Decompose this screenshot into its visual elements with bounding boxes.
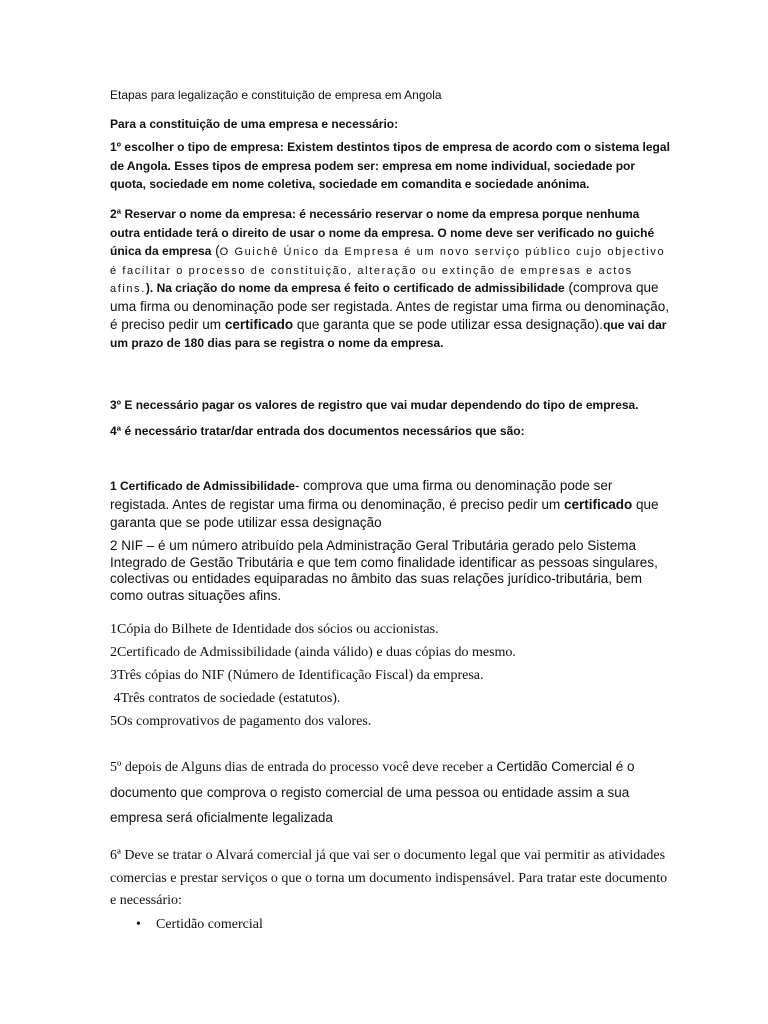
list-item: • Certidão comercial [110, 913, 670, 936]
intro-paragraph: Para a constituição de uma empresa e necessário: [110, 117, 399, 131]
step-5-paragraph: 5º depois de Alguns dias de entrada do processo você deve receber a Certidão Comercial é o documento que comprova o registo comercial de uma pessoa ou entidade assim a sua empresa será oficialmente legalizada [110, 759, 635, 825]
list-item: 3Três cópias do NIF (Número de Identificação Fiscal) da empresa. [110, 668, 484, 683]
document-title: Etapas para legalização e constituição de empresa em Angola [110, 88, 442, 102]
step-6-bullet-list [110, 913, 670, 936]
list-item: 4Três contratos de sociedade (estatutos). [110, 691, 341, 706]
step-4-heading: 4ª é necessário tratar/dar entrada dos documentos necessários que são: [110, 424, 525, 438]
doc-1-paragraph: 1 Certificado de Admissibilidade- comprova que uma firma ou denominação pode ser registada. Antes de registar uma firma ou denominação, é preciso pedir um certificado que garanta que se pode utilizar essa designação [110, 478, 659, 530]
step-3-paragraph: 3º E necessário pagar os valores de registro que vai mudar dependendo do tipo de empresa. [110, 398, 639, 412]
list-item: 5Os comprovativos de pagamento dos valores. [110, 714, 372, 729]
certificado-term: certificado [224, 316, 294, 332]
step-1-paragraph: 1º escolher o tipo de empresa: Existem destintos tipos de empresa de acordo com o sistema legal de Angola. Esses tipos de empresa podem ser: empresa em nome individual, sociedade por quota, sociedade em nome coletiva, sociedade em comandita e sociedade anónima. [110, 140, 670, 191]
list-item: 1Cópia do Bilhete de Identidade dos sócios ou accionistas. [110, 622, 439, 637]
step-2-text: 2ª Reservar o nome da empresa: é necessário reservar o nome da empresa porque nenhuma outra entidade terá o direito de usar o nome da empresa. O nome deve ser verificado no guiché única da empresa [110, 207, 655, 258]
step-6-paragraph: 6ª Deve se tratar o Alvará comercial já que vai ser o documento legal que vai permitir as atividades comercias e prestar serviços o que o torna um documento indispensável. Para tratar este documento e necessário: [110, 848, 668, 908]
guiche-definition: O Guichê Único da Empresa é um novo serviço público cujo objectivo é facilitar o processo de constituição, alteração ou extinção de empresas e actos afins. [110, 246, 666, 295]
doc-2-paragraph: 2 NIF – é um número atribuído pela Administração Geral Tributária gerado pelo Sistema Integrado de Gestão Tributária e que tem como finalidade identificar as pessoas singulares, colectivas ou entidades equiparadas no âmbito das suas relações jurídico-tributária, bem como outras situações afins. [110, 538, 658, 603]
list-item: 2Certificado de Admissibilidade (ainda válido) e duas cópias do mesmo. [110, 645, 516, 660]
step-2-paragraph: 2ª Reservar o nome da empresa: é necessário reservar o nome da empresa porque nenhuma outra entidade terá o direito de usar o nome da empresa. O nome deve ser verificado no guiché única da empresa (O Guichê Único da Empresa é um novo serviço público cujo objectivo é facilitar o processo de constituição, alteração ou extinção de empresas e actos afins.). Na criação do nome da empresa é feito o certificado de admissibilidade (comprova que uma firma ou denominação pode ser registada. Antes de registar uma firma ou denominação, é preciso pedir um certificado que garanta que se pode utilizar essa designação).que vai dar um prazo de 180 dias para se registra o nome da empresa. [110, 207, 670, 350]
doc-1-label: 1 Certificado de Admissibilidade [110, 479, 295, 493]
documents-list [110, 618, 670, 733]
